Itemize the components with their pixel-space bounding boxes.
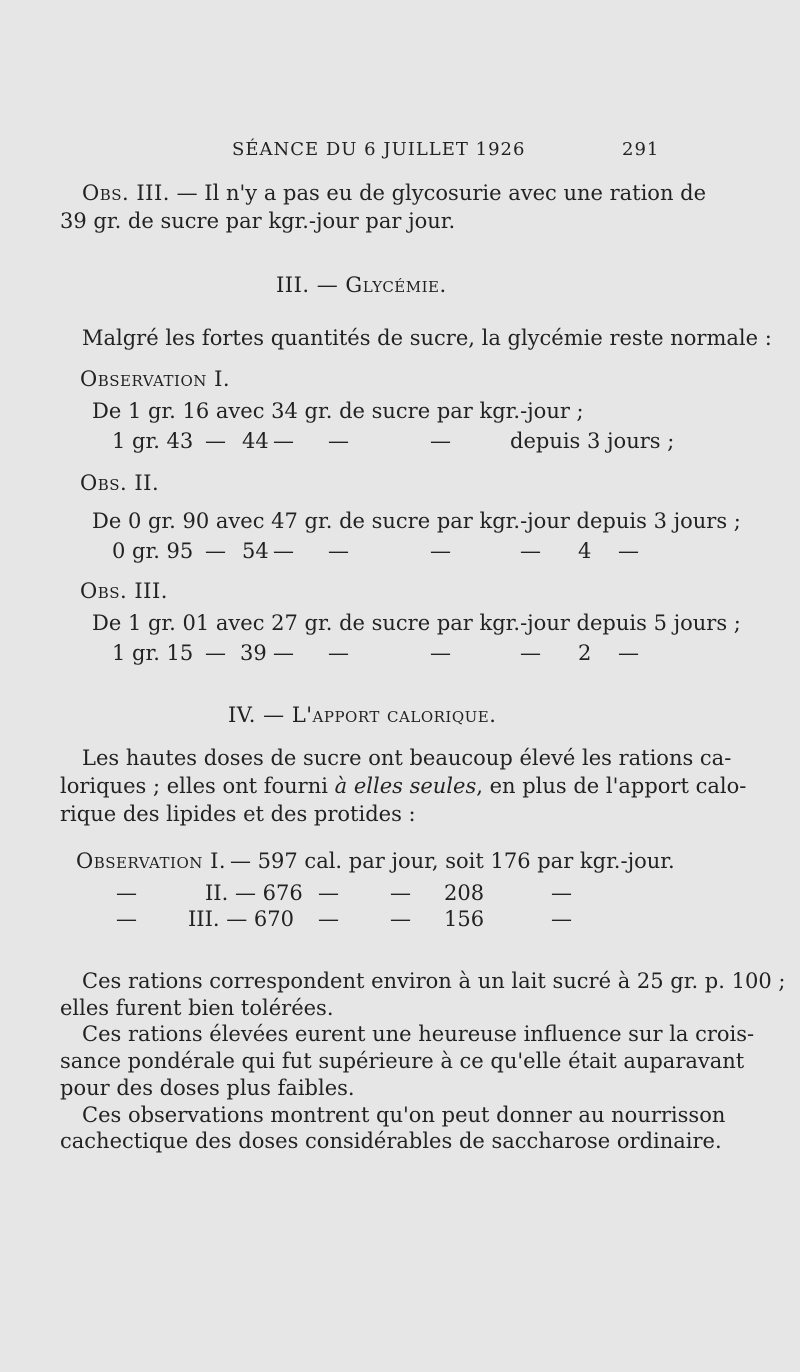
observation-3-row-1: De 1 gr. 01 avec 27 gr. de sucre par kgr.-jour depuis 5 jours ;: [92, 611, 741, 635]
conclusion-line-2: elles furent bien tolérées.: [60, 996, 334, 1020]
observation-2-row-1: De 0 gr. 90 avec 47 gr. de sucre par kgr.-jour depuis 3 jours ;: [92, 509, 741, 533]
conclusion-line-4: sance pondérale qui fut supérieure à ce qu'elle était auparavant: [60, 1049, 745, 1073]
section3-intro: Malgré les fortes quantités de sucre, la glycémie reste normale :: [82, 326, 772, 350]
conclusion-line-7: cachectique des doses considérables de saccharose ordinaire.: [60, 1129, 722, 1153]
observation-1-row-1: De 1 gr. 16 avec 34 gr. de sucre par kgr.-jour ;: [92, 399, 584, 423]
emphasis-text: à elles seules: [334, 774, 477, 798]
page-number: 291: [622, 139, 660, 160]
conclusion-line-1: Ces rations correspondent environ à un lait sucré à 25 gr. p. 100 ;: [82, 969, 786, 993]
observation-3-label: Obs. III.: [80, 579, 168, 603]
conclusion-line-5: pour des doses plus faibles.: [60, 1076, 355, 1100]
obs3-label: Obs. III.: [82, 181, 170, 205]
observation-2-label: Obs. II.: [80, 471, 160, 495]
obs3-intro-line1: [82, 180, 706, 206]
observation-1-label: Observation I.: [80, 367, 231, 391]
running-header: SÉANCE DU 6 JUILLET 1926: [232, 139, 526, 160]
section4-para-line2: loriques ; elles ont fourni à elles seules, en plus de l'apport calo-: [60, 774, 747, 798]
conclusion-line-3: Ces rations élevées eurent une heureuse influence sur la crois-: [82, 1022, 755, 1046]
obs3-intro-line2: 39 gr. de sucre par kgr.-jour par jour.: [60, 209, 456, 233]
section4-para-line3: rique des lipides et des protides :: [60, 802, 416, 826]
section3-title: III. — Glycémie.: [276, 273, 447, 297]
obs3-text: — Il n'y a pas eu de glycosurie avec une ration de: [176, 181, 707, 205]
section4-para-line1: Les hautes doses de sucre ont beaucoup élevé les rations ca-: [82, 746, 732, 770]
conclusion-line-6: Ces observations montrent qu'on peut donner au nourrisson: [82, 1103, 726, 1127]
section4-title: IV. — L'apport calorique.: [228, 703, 497, 727]
book-page: SÉANCE DU 6 JUILLET 1926 291 Obs. III. — Il n'y a pas eu de glycosurie avec une ration de 39 gr. de sucre par kgr.-jour par jour. III. — Glycémie. Malgré les fortes quantités de sucre, la glycémie reste normale : Observation I. De 1 gr. 16 avec 34 gr. de sucre par kgr.-jour ; 1 gr. 43 — 44 — — — depuis 3 jours ; Obs. II. De 0 gr. 90 avec 47 gr. de sucre par kgr.-jour depuis 3 jours ; 0 gr. 95 — 54 — — — — 4 — Obs. III. De 1 gr. 01 avec 27 gr. de sucre par kgr.-jour depuis 5 jours ; 1 gr. 15 — 39 — — — — 2 — IV. — L'apport calorique. Les hautes doses de sucre ont beaucoup élevé les rations ca- loriques ; elles ont fourni à elles seules, en plus de l'apport calo- rique des lipides et des protides : Observation I. — 597 cal. par jour, soit 176 par kgr.-jour. — II. — 676 — — 208 — — III. — 670 — — 156 — Ces rations correspondent environ à un lait sucré à 25 gr. p. 100 ; elles furent bien tolérées. Ces rations élevées eurent une heureuse influence sur la crois- sance pondérale qui fut supérieure à ce qu'elle était auparavant pour des doses plus faibles. Ces observations montrent qu'on peut donner au nourrisson cachectique des doses considérables de saccharose ordinaire.: [60, 139, 786, 1153]
